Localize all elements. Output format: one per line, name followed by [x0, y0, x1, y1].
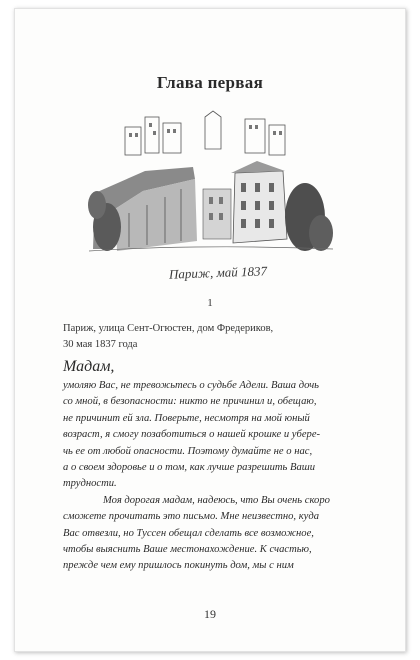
- letter-line: сможете прочитать это письмо. Мне неизвестно, куда: [63, 511, 319, 523]
- illustration-caption: Париж, май 1837: [168, 263, 268, 282]
- letter-line: умоляю Вас, не тревожьтесь о судьбе Адели. Ваша дочь: [63, 380, 320, 391]
- letter-line: трудности.: [63, 478, 117, 490]
- section-number: 1: [207, 297, 213, 309]
- letter-line: а о своем здоровье и о том, как лучше разрешить Ваши: [63, 462, 316, 474]
- letter-line: возраст, я смогу позаботиться о нашей крошке и убере-: [63, 429, 321, 441]
- page-number: 19: [204, 607, 216, 621]
- place-date-heading: [63, 321, 363, 353]
- letter-line: чь ее от любой опасности. Поэтому думайте не о нас,: [63, 445, 313, 457]
- letter-line: со мной, в безопасности: никто не причинил и, обещаю,: [63, 396, 317, 408]
- letter-line: чтобы выяснить Ваше местонахождение. К счастью,: [63, 544, 312, 556]
- book-page: [14, 8, 406, 652]
- letter-body: [63, 357, 383, 575]
- paris-street-illustration: [85, 109, 337, 287]
- letter-salutation: Мадам,: [63, 358, 115, 375]
- date-line: 30 мая 1837 года: [63, 339, 138, 350]
- letter-line: не причинит ей зла. Поверьте, несмотря на мой юный: [63, 412, 310, 424]
- chapter-title: Глава первая: [156, 73, 264, 92]
- place-line: Париж, улица Сент-Огюстен, дом Фредериков,: [63, 323, 274, 334]
- letter-line: Моя дорогая мадам, надеюсь, что Вы очень скоро: [103, 494, 330, 506]
- letter-line: прежде чем ему пришлось покинуть дом, мы с ним: [63, 560, 294, 572]
- letter-line: Вас отвезли, но Туссен обещал сделать все возможное,: [63, 527, 314, 539]
